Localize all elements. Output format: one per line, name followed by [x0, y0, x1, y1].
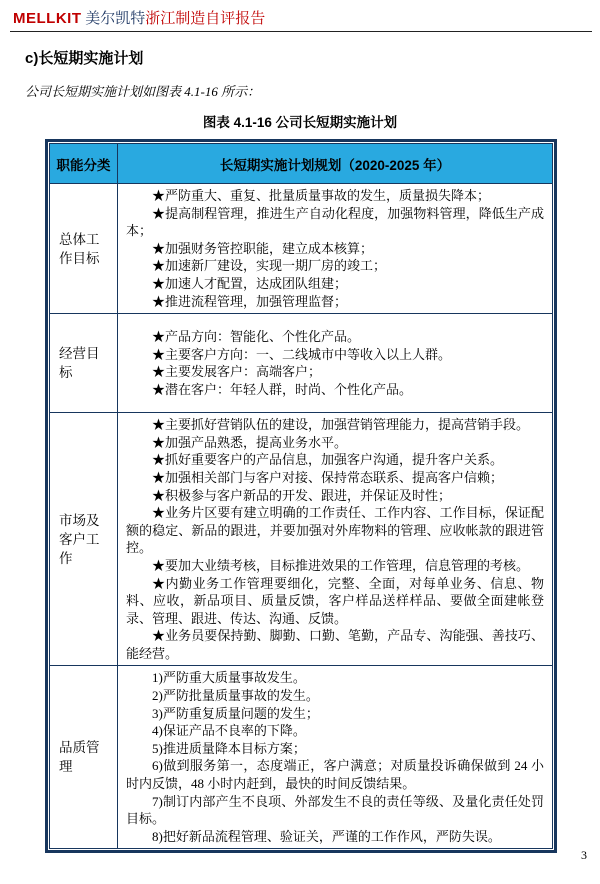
plan-item: ★主要发展客户：高端客户； — [152, 364, 322, 380]
plan-item: ★业务员要保持勤、脚勤、口勤、笔勤，产品专、沟能强、善技巧、能经营。 — [126, 628, 544, 661]
table-caption: 图表 4.1-16 公司长短期实施计划 — [202, 115, 398, 130]
plan-item: 2)严防批量质量事故的发生。 — [152, 688, 319, 704]
plan-item: ★潜在客户：年轻人群，时尚、个性化产品。 — [152, 381, 413, 397]
report-header — [0, 0, 600, 28]
plan-item: ★提高制程管理，推进生产自动化程度，加强物料管理，降低生产成本； — [126, 205, 544, 239]
plan-item: ★加强产品熟悉，提高业务水平。 — [152, 434, 348, 450]
header-divider — [10, 31, 592, 32]
intro-paragraph: 公司长短期实施计划如图表 4.1-16 所示： — [25, 84, 261, 99]
brand-logo-text: MELLKIT — [13, 10, 82, 27]
plan-item: ★主要抓好营销队伍的建设，加强营销管理能力，提高营销手段。 — [152, 417, 530, 433]
row-label: 品质管理 — [50, 666, 118, 849]
table-row — [50, 314, 553, 413]
plan-item: ★要加大业绩考核，目标推进效果的工作管理，信息管理的考核。 — [152, 557, 530, 573]
plan-item: 5)推进质量降本目标方案； — [152, 740, 306, 756]
plan-item: ★业务片区要有建立明确的工作责任、工作内容、工作目标，保证配额的稳定、新品的跟进，并要加强对外库物料的管理、应收帐款的跟进管控。 — [126, 505, 544, 556]
report-title-cn: 浙江制造自评报告 — [145, 11, 266, 27]
plan-item: ★加速人才配置，达成团队组建； — [152, 275, 348, 291]
plan-item: 7)制订内部产生不良项、外部发生不良的责任等级、及量化责任处罚目标。 — [126, 793, 544, 827]
plan-item: ★严防重大、重复、批量质量事故的发生，质量损失降本； — [152, 188, 491, 203]
plan-table-outer-border — [45, 139, 557, 853]
plan-item: ★产品方向：智能化、个性化产品。 — [152, 328, 361, 344]
plan-table — [49, 143, 553, 849]
column-header-plan: 长短期实施计划规划（2020-2025 年） — [118, 144, 553, 184]
plan-item: ★主要客户方向：一、二线城市中等收入以上人群。 — [152, 346, 452, 362]
plan-table-body — [50, 184, 553, 849]
plan-item: 1)严防重大质量事故发生。 — [152, 670, 306, 686]
plan-item: ★抓好重要客户的产品信息，加强客户沟通，提升客户关系。 — [152, 452, 504, 468]
plan-item: ★内勤业务工作管理要细化，完整、全面，对每单业务、信息、物料、应收，新品项目、质量反馈，客户样品送样样品、要做全面建帐登录、管理、跟进、传达、沟通、反馈。 — [126, 575, 544, 626]
row-content — [118, 314, 553, 413]
row-content — [118, 666, 553, 849]
plan-item: ★加速新厂建设，实现一期厂房的竣工； — [152, 258, 387, 274]
plan-item: 4)保证产品不良率的下降。 — [152, 723, 306, 739]
row-label: 总体工作目标 — [50, 184, 118, 314]
row-content — [118, 184, 553, 314]
brand-name-cn: 美尔凯特 — [85, 11, 146, 27]
plan-item: 8)把好新品流程管理、验证关，严谨的工作作风，严防失误。 — [152, 828, 501, 844]
table-row — [50, 184, 553, 314]
row-label: 经营目标 — [50, 314, 118, 413]
plan-table-header — [50, 144, 553, 184]
plan-item: ★加强财务管控职能，建立成本核算； — [152, 240, 374, 256]
section-heading: c)长短期实施计划 — [25, 50, 144, 67]
plan-item: ★积极参与客户新品的开发、跟进，并保证及时性； — [152, 487, 452, 503]
row-label: 市场及客户工作 — [50, 413, 118, 666]
plan-item: ★加强相关部门与客户对接、保持常态联系、提高客户信赖； — [152, 469, 504, 485]
plan-item: 3)严防重复质量问题的发生； — [152, 705, 319, 721]
table-row — [50, 413, 553, 666]
plan-item: 6)做到服务第一，态度端正，客户满意；对质量投诉确保做到 24 小时内反馈，48 小时内赶到，最快的时间反馈结果。 — [126, 758, 544, 792]
column-header-category: 职能分类 — [50, 144, 118, 184]
row-content — [118, 413, 553, 666]
table-row — [50, 666, 553, 849]
page-number: 3 — [581, 848, 587, 862]
plan-item: ★推进流程管理，加强管理监督； — [152, 293, 348, 309]
